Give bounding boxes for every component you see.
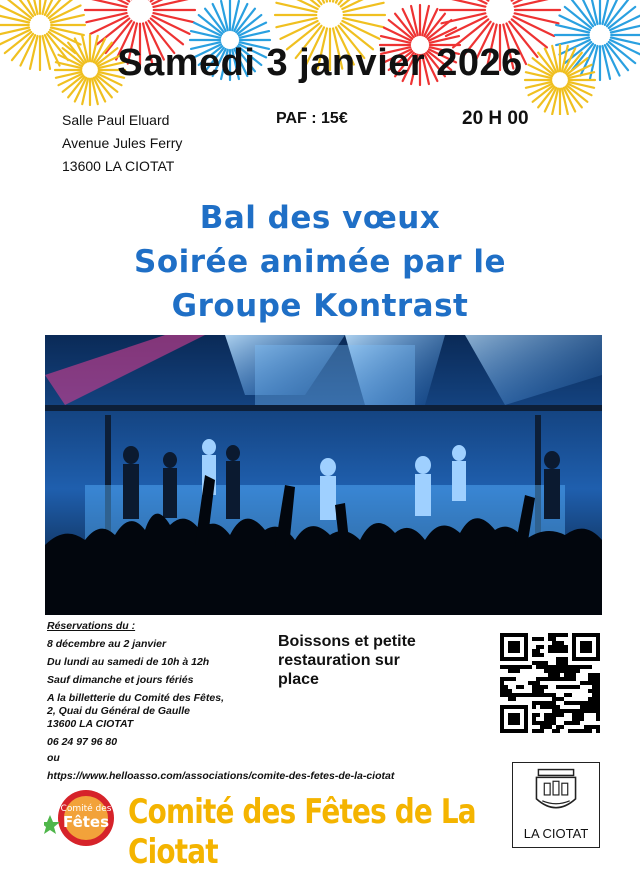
organizer-name: Comité des Fêtes de La Ciotat	[128, 792, 476, 872]
logo-text-top: Comité des	[60, 804, 112, 814]
food-drinks-info	[278, 632, 488, 689]
reservation-line: Du lundi au samedi de 10h à 12h	[47, 656, 210, 668]
food-drinks-line-3: place	[278, 671, 319, 688]
event-date: Samedi 3 janvier 2026	[117, 42, 523, 84]
qr-code[interactable]	[500, 633, 600, 733]
entry-price: PAF : 15€	[276, 110, 348, 127]
logo-text-main: Fêtes	[62, 813, 110, 831]
food-drinks-line-2: restauration sur	[278, 652, 400, 669]
headline-line-2: Soirée animée par le	[134, 244, 506, 280]
reservation-city: 13600 LA CIOTAT	[47, 718, 134, 730]
venue-name: Salle Paul Eluard	[62, 112, 170, 128]
reservation-url[interactable]: https://www.helloasso.com/associations/comite-des-fetes-de-la-ciotat	[47, 770, 395, 782]
headline-line-3: Groupe Kontrast	[171, 288, 469, 324]
reservation-line: Sauf dimanche et jours fériés	[47, 674, 194, 686]
headline-line-1: Bal des vœux	[199, 200, 441, 236]
event-time: 20 H 00	[462, 108, 529, 129]
reservation-or: ou	[47, 752, 60, 764]
reservation-line: 8 décembre au 2 janvier	[47, 638, 167, 650]
food-drinks-line-1: Boissons et petite	[278, 633, 416, 650]
reservation-phone: 06 24 97 96 80	[47, 736, 118, 748]
comite-des-fetes-logo	[44, 787, 120, 849]
reservation-address: 2, Quai du Général de Gaulle	[47, 705, 190, 717]
reservations-title: Réservations du :	[47, 620, 136, 632]
city-label: LA CIOTAT	[523, 826, 589, 841]
venue-city: 13600 LA CIOTAT	[62, 158, 175, 174]
reservation-line: A la billetterie du Comité des Fêtes,	[47, 692, 224, 704]
venue-street: Avenue Jules Ferry	[62, 135, 183, 151]
concert-photo	[45, 335, 602, 615]
